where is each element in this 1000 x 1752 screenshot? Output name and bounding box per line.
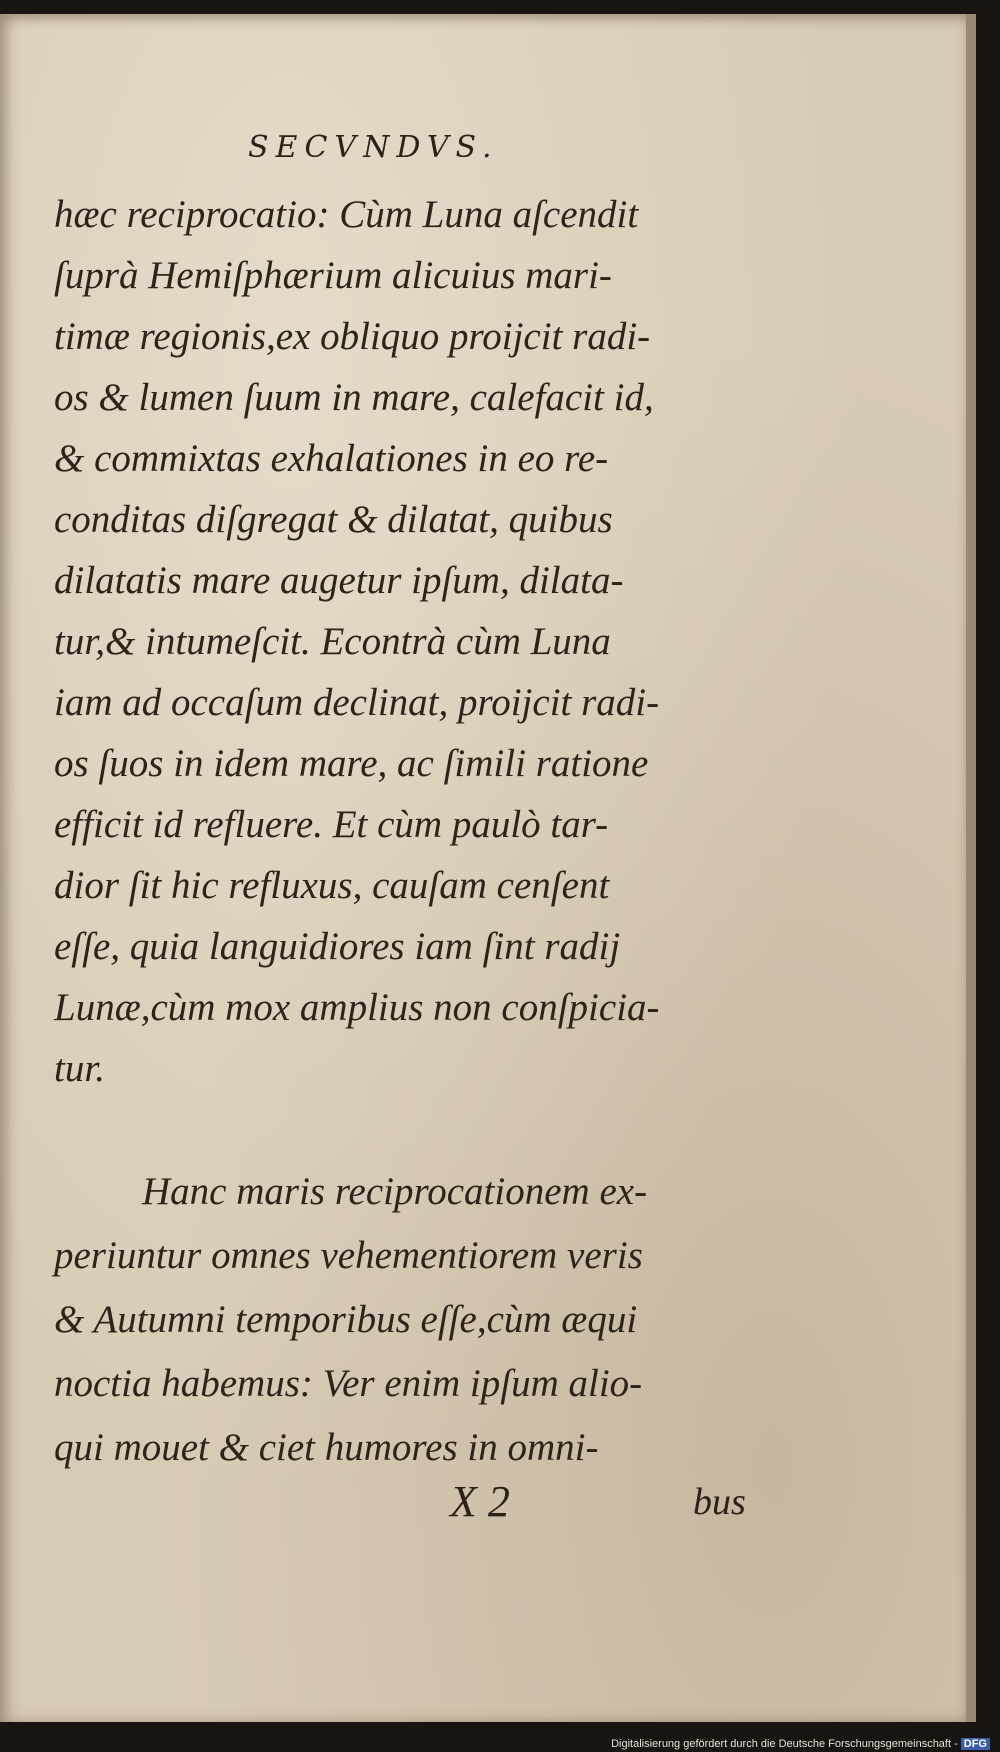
dfg-logo: DFG — [961, 1738, 990, 1750]
text-line: hæc reciprocatio: Cùm Luna aſcendit — [54, 193, 639, 236]
book-page — [0, 14, 976, 1722]
signature-mark: X 2 — [450, 1477, 510, 1526]
text-line: conditas diſgregat & dilatat, quibus — [54, 498, 613, 541]
text-line: tur. — [54, 1047, 105, 1090]
text-line: os & lumen ſuum in mare, calefacit id, — [54, 376, 654, 419]
text-line: tur,& intumeſcit. Econtrà cùm Luna — [54, 620, 611, 663]
text-line: efficit id refluere. Et cùm paulò tar- — [54, 803, 609, 846]
text-line: os ſuos in idem mare, ac ſimili ratione — [54, 742, 649, 785]
text-line: qui mouet & ciet humores in omni- — [54, 1426, 599, 1469]
text-line: Lunæ,cùm mox amplius non conſpicia- — [54, 986, 660, 1029]
paragraph-2 — [54, 1160, 754, 1480]
text-line: & commixtas exhalationes in eo re- — [54, 437, 609, 480]
text-line: noctia habemus: Ver enim ipſum alio- — [54, 1362, 643, 1405]
text-line: dilatatis mare augetur ipſum, dilata- — [54, 559, 624, 602]
running-header: SECVNDVS. — [248, 130, 499, 165]
catchword: bus — [693, 1481, 746, 1523]
text-line: eſſe, quia languidiores iam ſint radij — [54, 925, 621, 968]
text-line: Hanc maris reciprocationem ex- — [142, 1170, 648, 1213]
paragraph-1 — [54, 184, 754, 1099]
text-line: periuntur omnes vehementiorem veris — [54, 1234, 643, 1277]
text-line: iam ad occaſum declinat, proijcit radi- — [54, 681, 660, 724]
text-line: dior ſit hic refluxus, cauſam cenſent — [54, 864, 610, 907]
digitization-credit — [611, 1738, 990, 1750]
credit-text: Digitalisierung gefördert durch die Deutsche Forschungsgemeinschaft - — [611, 1738, 958, 1750]
text-line: timæ regionis,ex obliquo proijcit radi- — [54, 315, 651, 358]
text-line: & Autumni temporibus eſſe,cùm æqui — [54, 1298, 638, 1341]
text-line: ſuprà Hemiſphærium alicuius mari- — [54, 254, 612, 297]
